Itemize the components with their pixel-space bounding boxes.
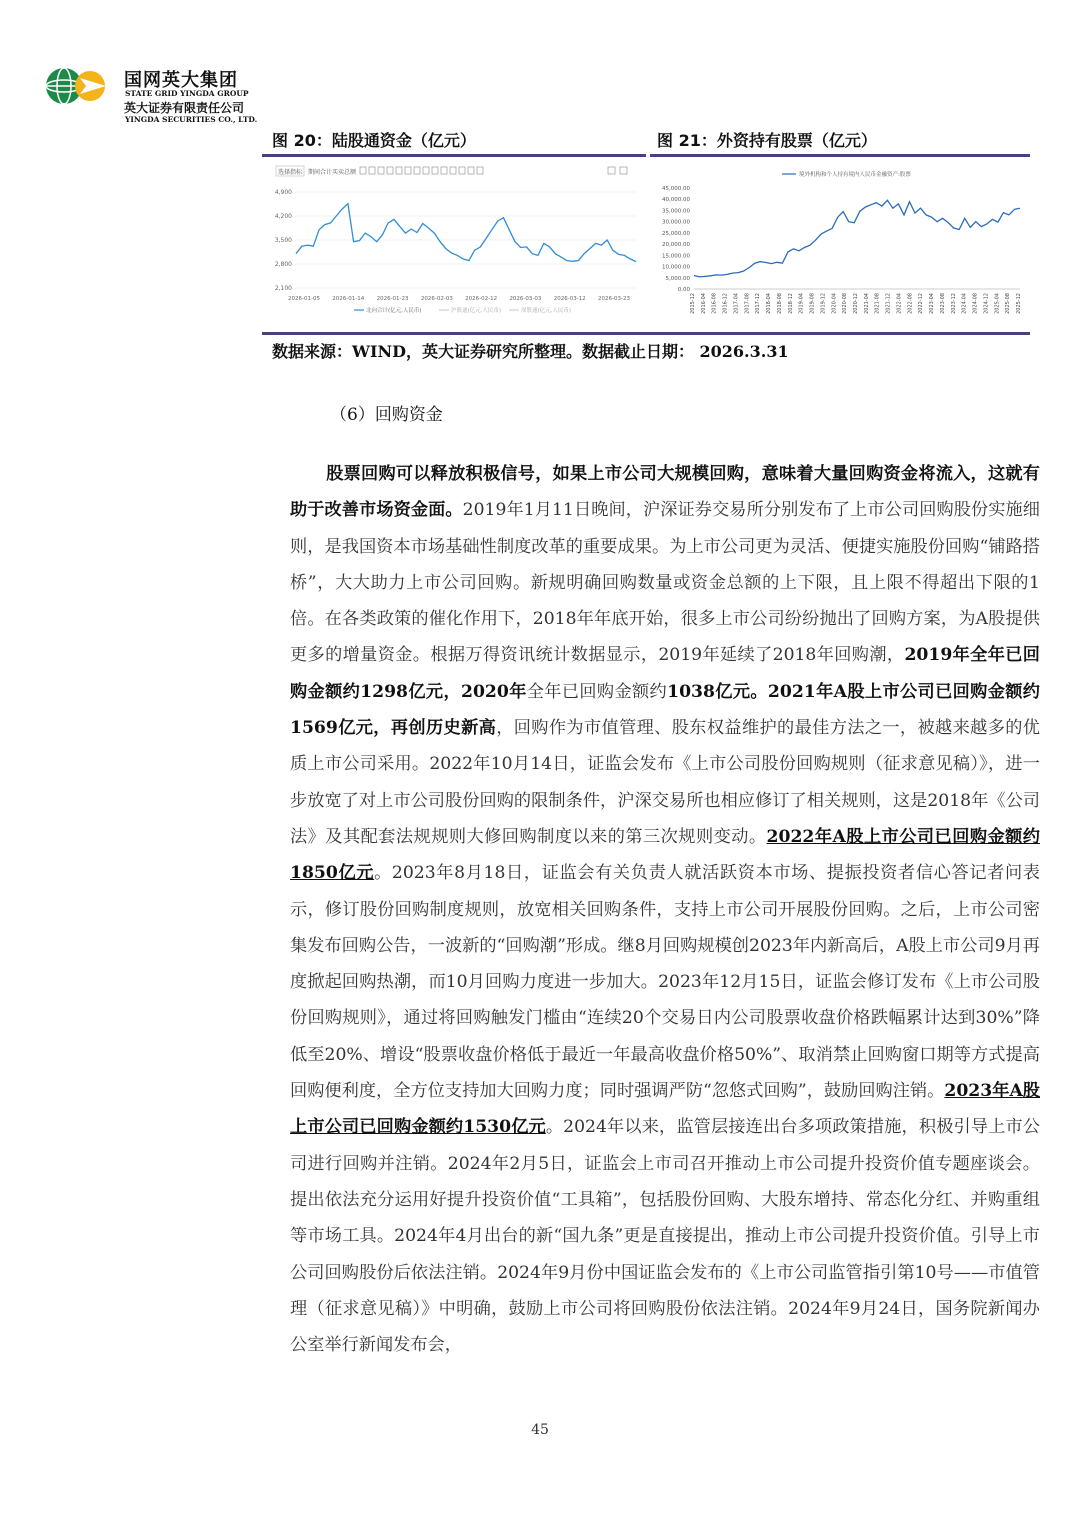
figure-20-title: 图 20：陆股通资金（亿元）: [272, 131, 476, 150]
x-tick-label: 2026-03-12: [553, 296, 586, 302]
x-tick-label: 2024-08: [972, 293, 979, 314]
toolbar-tool-icon: [423, 167, 429, 174]
x-tick-label: 2025-08: [1005, 293, 1012, 314]
northbound-chart-svg: [268, 160, 642, 330]
x-tick-label: 2026-01-14: [332, 296, 365, 302]
export-icon: [608, 167, 615, 174]
y-tick-label: 10,000.00: [662, 264, 690, 271]
y-tick-label: 15,000.00: [662, 253, 690, 260]
figure-21-rule: [650, 154, 1030, 157]
series-line-northbound: [296, 204, 636, 262]
legend-label: 境外机构和个人持有境内人民币金融资产:股票: [799, 172, 911, 178]
x-tick-label: 2026-01-05: [288, 296, 320, 302]
bold-2: 2019年全年已回购金额约1298亿元，2020年: [290, 645, 1040, 702]
toolbar-select-label: 选择指标: [278, 169, 303, 176]
y-tick-label: 2,800: [274, 261, 292, 268]
x-tick-label: 2023-04: [929, 293, 936, 314]
x-tick-label: 2016-12: [722, 293, 729, 314]
y-tick-label: 4,900: [274, 189, 292, 196]
y-tick-label: 5,000.00: [665, 275, 690, 282]
figure-20-rule: [262, 154, 646, 157]
x-tick-label: 2016-04: [700, 293, 707, 314]
toolbar-tool-icon: [468, 167, 474, 174]
x-tick-label: 2018-08: [776, 293, 783, 314]
legend-label: 沪股通(亿元,人民币): [451, 308, 502, 314]
x-tick-label: 2026-02-03: [420, 296, 453, 302]
x-tick-label: 2018-12: [787, 293, 794, 314]
northbound-chart: [268, 160, 642, 330]
x-tick-label: 2024-04: [961, 293, 968, 314]
page-number: 45: [531, 1422, 549, 1438]
x-tick-label: 2015-12: [690, 293, 696, 314]
bold-3: 1038亿元。2021年A股上市公司已回购金额约1569亿元，再创历史新高: [290, 681, 1040, 739]
figure-bottom-rule: [262, 332, 1030, 335]
company-name-cn: 国网英大集团: [124, 70, 238, 91]
refresh-icon: [620, 167, 627, 174]
x-tick-label: 2022-12: [918, 293, 925, 314]
toolbar-tool-icon: [414, 167, 420, 174]
toolbar-tool-icon: [387, 167, 393, 174]
x-tick-label: 2021-08: [874, 293, 881, 314]
x-tick-label: 2020-08: [842, 293, 849, 314]
y-tick-label: 0.00: [677, 287, 690, 293]
x-tick-label: 2017-12: [755, 293, 762, 314]
y-tick-label: 35,000.00: [662, 208, 690, 215]
underline-2023: 2023年A股上市公司已回购金额约1530亿元: [290, 1081, 1040, 1138]
underline-2022: 2022年A股上市公司已回购金额约1850亿元: [290, 826, 1040, 884]
x-tick-label: 2019-04: [798, 293, 805, 314]
foreign-holdings-chart: [654, 160, 1028, 330]
x-tick-label: 2026-03-03: [509, 296, 542, 302]
series-line-foreign-holdings: [694, 200, 1020, 277]
toolbar-tool-icon: [441, 167, 447, 174]
x-tick-label: 2021-12: [885, 293, 892, 314]
toolbar-tool-icon: [432, 167, 438, 174]
x-tick-label: 2020-04: [831, 293, 838, 314]
toolbar-tool-icon: [450, 167, 456, 174]
foreign-holdings-chart-svg: [654, 160, 1028, 330]
x-tick-label: 2017-04: [733, 293, 740, 314]
globe-logo-icon: [44, 66, 116, 106]
toolbar-tool-icon: [369, 167, 375, 174]
toolbar-tool-icon: [477, 167, 483, 174]
toolbar-tool-icon: [396, 167, 402, 174]
y-tick-label: 3,500: [274, 237, 292, 244]
company-name-en: STATE GRID YINGDA GROUP: [125, 89, 249, 98]
body-text-1: 2019年1月11日晚间，沪深证券交易所分别发布了上市公司回购股份实施细则，是我国资本市场基础性制度改革的重要成果。为上市公司更为灵活、便捷实施股份回购“铺路搭桥”，大大助力上市公司回购。新规明确回购数量或资金总额的上下限，且上限不得超出下限的1倍。在各类政策的催化作用下，2018年年底开始，很多上市公司纷纷抛出了回购方案，为A股提供更多的增量资金。根据万得资讯统计数据显示，2019年延续了2018年回购潮，: [290, 500, 1040, 666]
legend-label: 北向合计(亿元,人民币): [366, 308, 422, 314]
x-tick-label: 2021-04: [863, 293, 870, 314]
x-tick-label: 2022-04: [896, 293, 903, 314]
x-tick-label: 2020-12: [853, 293, 859, 314]
y-tick-label: 20,000.00: [662, 242, 690, 249]
x-tick-label: 2023-08: [939, 293, 946, 314]
x-tick-label: 2022-08: [907, 293, 914, 314]
y-tick-label: 30,000.00: [662, 219, 690, 226]
body-text-2: 全年已回购金额约: [526, 681, 668, 702]
y-tick-label: 40,000.00: [662, 197, 690, 204]
data-source: 数据来源：WIND，英大证券研究所整理。数据截止日期： 2026.3.31: [272, 342, 789, 361]
x-tick-label: 2017-08: [744, 293, 751, 314]
subsidiary-name-cn: 英大证券有限责任公司: [124, 101, 245, 115]
section-subheading: （6）回购资金: [330, 405, 443, 425]
bold-lead: 股票回购可以释放积极信号，如果上市公司大规模回购，意味着大量回购资金将流入，这就有助于改善市场资金面。: [290, 464, 1040, 521]
x-tick-label: 2019-08: [809, 293, 816, 314]
y-tick-label: 45,000.00: [662, 186, 690, 192]
legend-label: 深股通(亿元,人民币): [521, 308, 572, 314]
y-tick-label: 25,000.00: [662, 230, 690, 237]
body-text-4: 。2023年8月18日，证监会有关负责人就活跃资本市场、提振投资者信心答记者问表示，修订股份回购制度规则，放宽相关回购条件，支持上市公司开展股份回购。之后，上市公司密集发布回购公告，一波新的“回购潮”形成。继8月回购规模创2023年内新高后，A股上市公司9月再度掀起回购热潮，而10月回购力度进一步加大。2023年12月15日，证监会修订发布《上市公司股份回购规则》，通过将回购触发门槛由“连续20个交易日内公司股票收盘价格跌幅累计达到30%”降低至20%、增设“股票收盘价格低于最近一年最高收盘价格50%”、取消禁止回购窗口期等方式提高回购便利度，全方位支持加大回购力度；同时强调严防“忽悠式回购”，鼓励回购注销。: [290, 863, 1040, 1102]
x-tick-label: 2018-04: [766, 293, 773, 314]
x-tick-label: 2019-12: [820, 293, 827, 314]
y-tick-label: 2,100: [274, 285, 292, 292]
company-logo: [44, 62, 304, 126]
x-tick-label: 2024-12: [983, 293, 990, 314]
toolbar-tool-icon: [405, 167, 411, 174]
x-tick-label: 2026-02-12: [465, 296, 498, 302]
x-tick-label: 2026-01-23: [376, 296, 409, 302]
x-tick-label: 2026-03-23: [598, 296, 630, 302]
x-tick-label: 2025-04: [994, 293, 1001, 314]
y-tick-label: 4,200: [274, 213, 292, 220]
toolbar-tool-icon: [378, 167, 384, 174]
toolbar-metric-label: 期间合计买卖总额: [308, 169, 357, 176]
figure-21-title: 图 21：外资持有股票（亿元）: [657, 131, 877, 150]
body-paragraph: [290, 456, 1040, 1363]
toolbar-tool-icon: [360, 167, 366, 174]
x-tick-label: 2023-12: [950, 293, 957, 314]
x-tick-label: 2016-08: [711, 293, 718, 314]
subsidiary-name-en: YINGDA SECURITIES CO., LTD.: [125, 115, 258, 124]
body-text-5: 。2024年以来，监管层接连出台多项政策措施，积极引导上市公司进行回购并注销。2024年2月5日，证监会上市司召开推动上市公司提升投资价值专题座谈会。提出依法充分运用好提升投资价值“工具箱”，包括股份回购、大股东增持、常态化分红、并购重组等市场工具。2024年4月出台的新“国九条”更是直接提出，推动上市公司提升投资价值。引导上市公司回购股份后依法注销。2024年9月份中国证监会发布的《上市公司监管指引第10号——市值管理（征求意见稿）》中明确，鼓励上市公司将回购股份依法注销。2024年9月24日，国务院新闻办公室举行新闻发布会，: [290, 1117, 1040, 1356]
body-text-3: ，回购作为市值管理、股东权益维护的最佳方法之一，被越来越多的优质上市公司采用。2022年10月14日，证监会发布《上市公司股份回购规则（征求意见稿）》，进一步放宽了对上市公司股份回购的限制条件，沪深交易所也相应修订了相关规则，这是2018年《公司法》及其配套法规规则大修回购制度以来的第三次规则变动。: [290, 718, 1040, 847]
toolbar-tool-icon: [459, 167, 465, 174]
x-tick-label: 2025-12: [1016, 293, 1022, 314]
